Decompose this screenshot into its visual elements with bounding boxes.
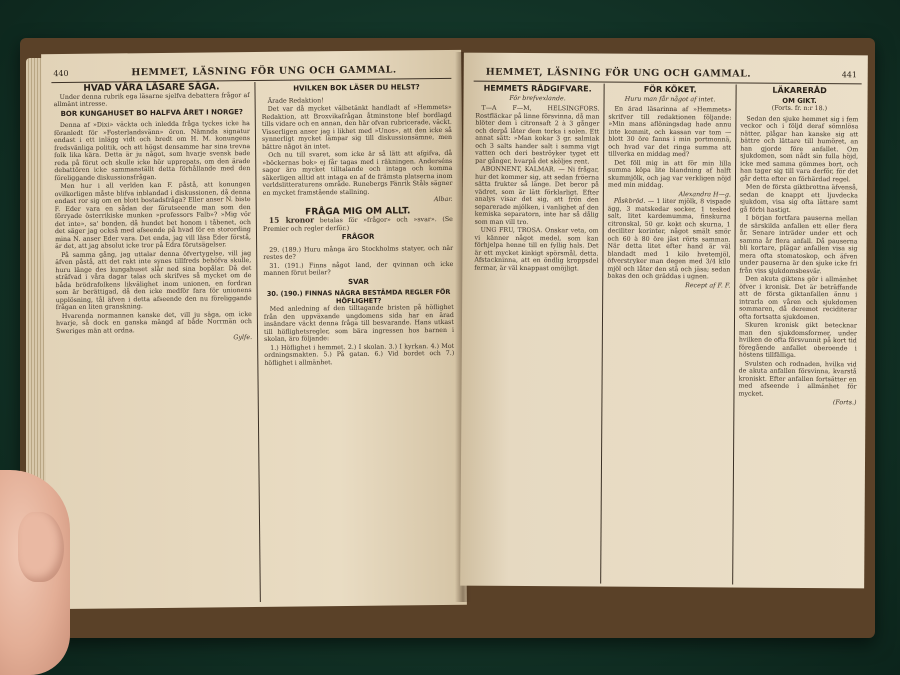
paragraph: Det föll mig in att för min lilla summa köpa lite blandning af halft skummjölk, och jag var verkligen nöjd med min middag. — [607, 159, 732, 189]
paragraph: Skuren kronisk gikt betecknar man den sjukdomsformer, under hvilken de ofta försvunnit på kort tid föregående anfallet oberoende i höstens tillfälliga. — [738, 321, 857, 359]
section-subtitle: Huru man får något af intet. — [624, 95, 716, 103]
section-subtitle: OM GIKT. — [782, 96, 817, 105]
article-title: BOR KUNGAHUSET BO HALFVA ÅRET I NORGE? — [60, 107, 243, 118]
section-title: FRÅGA MIG OM ALLT. — [305, 205, 411, 217]
column-doctor — [737, 87, 858, 588]
question: 29. (189.) Huru många äro Stockholms statyer, och när restes de? — [263, 244, 454, 261]
right-page — [460, 53, 868, 589]
section-title: LÄKARERÅD — [772, 85, 827, 96]
paragraph: 1.) Höflighet i hemmet. 2.) I skolan. 3.) I kyrkan. 4.) Mot ordningsmakten. 5.) På gatan. 6.) Vid bordet och 7.) höflighet i allmänhet. — [264, 342, 455, 367]
paragraph: UNG FRU, TROSA. Onskar veta, om vi känner något medel, som kan förhjelpa henne till en fyllig hals. Det är ett mycket kinkigt spörsmål, detta. Afstackninna, att en öndlig kroppsdel fermar, är väl knappast omöjligt. — [474, 226, 599, 272]
section-title: HVILKEN BOK LÄSER DU HELST? — [293, 83, 420, 93]
paragraph: En ärad läsarinna af »Hemmets» skrifver till redaktionen följande: »Min mans aflöningsdag hade annu inte kommit, och kassan var tom — blott 30 öre fanns i min portmonnä, och hvad var det ringa summa att tillverka en middag med? — [608, 105, 732, 159]
paragraph: Hvarenda normannen kanske det, vill ju säga, om icke hvarje, så dock en ganska mängd af både Norrmän och Sweriges män att ordna. — [55, 310, 252, 335]
section-title: HVAD VÅRA LÄSARE SÄGA. — [83, 82, 220, 94]
column-books — [261, 82, 456, 604]
column-kitchen — [605, 86, 731, 587]
paragraph: Det var då mycket välbetänkt handladt af »Hemmets» Redaktion, att Broxvikafrågan åtminstone blef bordlagd tills vidare och en annan, den här ofvan rubricerade, väckt. Visserligen anser jag i likhet med »Unos», att den icke så synnerligt mycket lämpar sig till diskussionsämne, men bättre något än intet. — [261, 103, 453, 151]
question: 31. (191.) Finns något land, der qvinnan och icke mannen förut beilar? — [263, 260, 454, 277]
column-divider — [600, 84, 604, 584]
salutation: Ärade Redaktion! — [267, 96, 324, 105]
paragraph: I början fortfara pauserna mellan de särskilda anfallen ett eller flera år. Senare inträder under ett och samma år flera anfall. Då pauserna bli kortare, plägar anfallen visa sig mera ofta stomatoskop, och äfven under pauserna är den sjuke icke fri från viss sjukdomsbesvär. — [739, 214, 858, 275]
paragraph: Men de första giktbrottna äfvenså, sedan de knappt ett ljuvdecka sjukdom, visa sig ofta lättare samt gå förbi hastigt. — [739, 183, 858, 214]
column-readers — [53, 84, 254, 606]
paragraph: T—A F—M, HELSINGFORS. Rostfläckar på linne försvinna, då man blöter dem i citronsaft 2 à 3 gånger och derpå låter dem torka i solen. Ett annat sätt: »Man kokar 3 gr. salmiak och 3 salts hander salt i samma vigt vatten och deri beströyker tyget ett par gånger, hvarpå det sköljes rent. — [475, 104, 600, 165]
paragraph: På samma gång, jag uttalar denna öfvertygelse, vill jag äfven påstå, att det rakt inte synes tillfreds behöfva skulle, huru länge des kungahuset slår ned sina bopålar. Då det sträfvad i våra dagar talas och skrifves så mycket om de båda brödrafolkens likvälighet inom unionen, en fordran som är berättigad, då den icke medför fara för unionens upplösning, tål äfven i detta afseende den nu föreliggande frågan en liten granskning. — [55, 249, 252, 312]
paragraph: Svulsten och rodnaden, hvilka vid de akuta anfallen försvinna, kvarstå kroniskt. Efter anfallen fortsätter en med afseende i allmänhet för mycket. — [738, 360, 857, 398]
intro-text: Under denna rubrik ega läsarne sjelfva debattera frågor af allmänt intresse. — [53, 91, 250, 109]
paragraph: Men hur i all verlden kan F. påstå, att konungen ovilkorligen måste blifva inblandad i diskussionen, då denna endast ror sig om en blott bostadsfråga? Eller anser N. biste F. Eder vara en sådan der förutseende man som den förryade österrikiske munken »professors Falb»? »Mig vör det inte», sa' bonden, då hundet bet honom i tåbenet, och det säger jag också med afseende på hvad för en storording mina N. anser Eder vara. Det enda, jag vill läsa Eder förstå, är det, att jag absolut icke tror på Edra förutsägelser. — [54, 181, 252, 251]
page-number: 440 — [53, 68, 69, 79]
running-head: HEMMET, LÄSNING FÖR UNG OCH GAMMAL. — [485, 66, 752, 80]
recipe-text: — 1 liter mjölk, 8 vispade ägg, 3 matskedar socker, 1 tesked salt, litet kardemumma, finskurna citronskal, 50 gr. kokt och skurna, 1 deciliter korinter, något smält smör och 60 à 80 öre jäst rörts samman. När detta litet efter hand är väl blandadt med 1 kilo hvetemjöl, öfverstryker man degen med 3/4 kilo mjöl och låter den stå och jäsa; sedan bakas den och gräddas i ugnen. — [607, 197, 731, 281]
recipe-title: Påskbröd. — [613, 197, 646, 205]
kronor-label: 15 kronor — [268, 215, 315, 225]
paragraph: Den akuta giktens gör i allmänhet öfver i kronisk. Det är beträffande att de första giktanfallen ännu i intrarla om våren och sjukdomen sommaren, då deremot reciditerar ofta fortsatta sjukdomen. — [739, 275, 858, 321]
paragraph: Sedan den sjuke hemmet sig i fem veckor och i följd deraf sömnlösa nätter, plågar han kanske sig att bättre och lättare till humöret, an han gjorde före anfallet. Om sjukdomen, som nådt sin fulla höjd, icke med samma gömmes bort, och han tager sig till vara derför, för det går detta efter en förhärdad regel. — [739, 115, 859, 183]
section-title: HEMMETS RÅDGIFVARE. — [483, 83, 592, 94]
left-page — [41, 50, 467, 609]
answer-title: 30. (190.) FINNAS NÅGRA BESTÄMDA REGLER FÖR HÖFLIGHET? — [266, 287, 451, 305]
thumb — [18, 512, 64, 582]
signature: Gylfe. — [233, 334, 253, 342]
column-divider — [254, 82, 260, 602]
section-title: FÖR KÖKET. — [643, 84, 697, 95]
questions-heading: FRÅGOR — [341, 232, 375, 242]
answers-heading: SVAR — [348, 277, 369, 286]
paragraph: Denna af »Dixi» väckta och inledda fråga tyckes icke ha föranledt för »Fosterlandsvänn» öron. Nämnda signatur endast i ett inlägg vidt och bredt om H. M. konungens fredsvänliga politik, och att högst densamme har sina trevna folk lika kära. Detta är ju något, som hvarje svensk bade reda på förut och skulle icke hör upprepats, om den ärade debattören icke sammanställt detta förhållande med den föreliggande diskussionsfrågan. — [53, 120, 251, 182]
paragraph: Och nu till svaret, som icke är så lätt att afgifva, då »böckernas bok» ej får tagas med i räkningen. Anderséns sagor äro mycket tilltalande och intaga och komma säkerligen alltid att intaga en af de främsta platserna inom verldslitteraturens område. Runebergs Fänrik Ståls sägner en mycket framstående stallning. — [262, 149, 453, 197]
continuation-note: (Forts. fr. n:r 18.) — [771, 104, 828, 113]
signature: Albar. — [433, 195, 453, 204]
running-head: HEMMET, LÄSNING FÖR UNG OCH GAMMAL. — [131, 64, 397, 79]
column-divider — [732, 84, 736, 584]
signature: Alexandra H—g. — [678, 190, 731, 198]
fraga-text: betalas för »frågor» och »svar». (Se Premier och regler derför.) — [262, 215, 453, 233]
paragraph: ABONNENT, KALMAR. — Ni frågar, hur det kommer sig, att sedan fröerna sätta frukter så länge. Det beror på vädret, som är lätt förklarligt. Efter analys visar det sig, att frön den separerade mjölken, i vanlighet af den kemiska separatorn, inte har så dålig som man vill tro. — [474, 165, 600, 226]
page-number: 441 — [841, 70, 858, 80]
paragraph: Med anledning af den tilltagande bristen på höflighet från den uppväxande ungdomens sida har en ärad insändare väckt denna fråga till besvarande. Hans utkast till höflighetsregler, som bära ingressen hos barnen i skolan, äro följande: — [263, 303, 455, 343]
continued-marker: (Forts.) — [832, 399, 857, 407]
column-advisor — [472, 85, 599, 586]
recipe-signature: Recept af F. F. — [685, 281, 731, 289]
section-subtitle: För brefvexlande. — [509, 94, 566, 102]
